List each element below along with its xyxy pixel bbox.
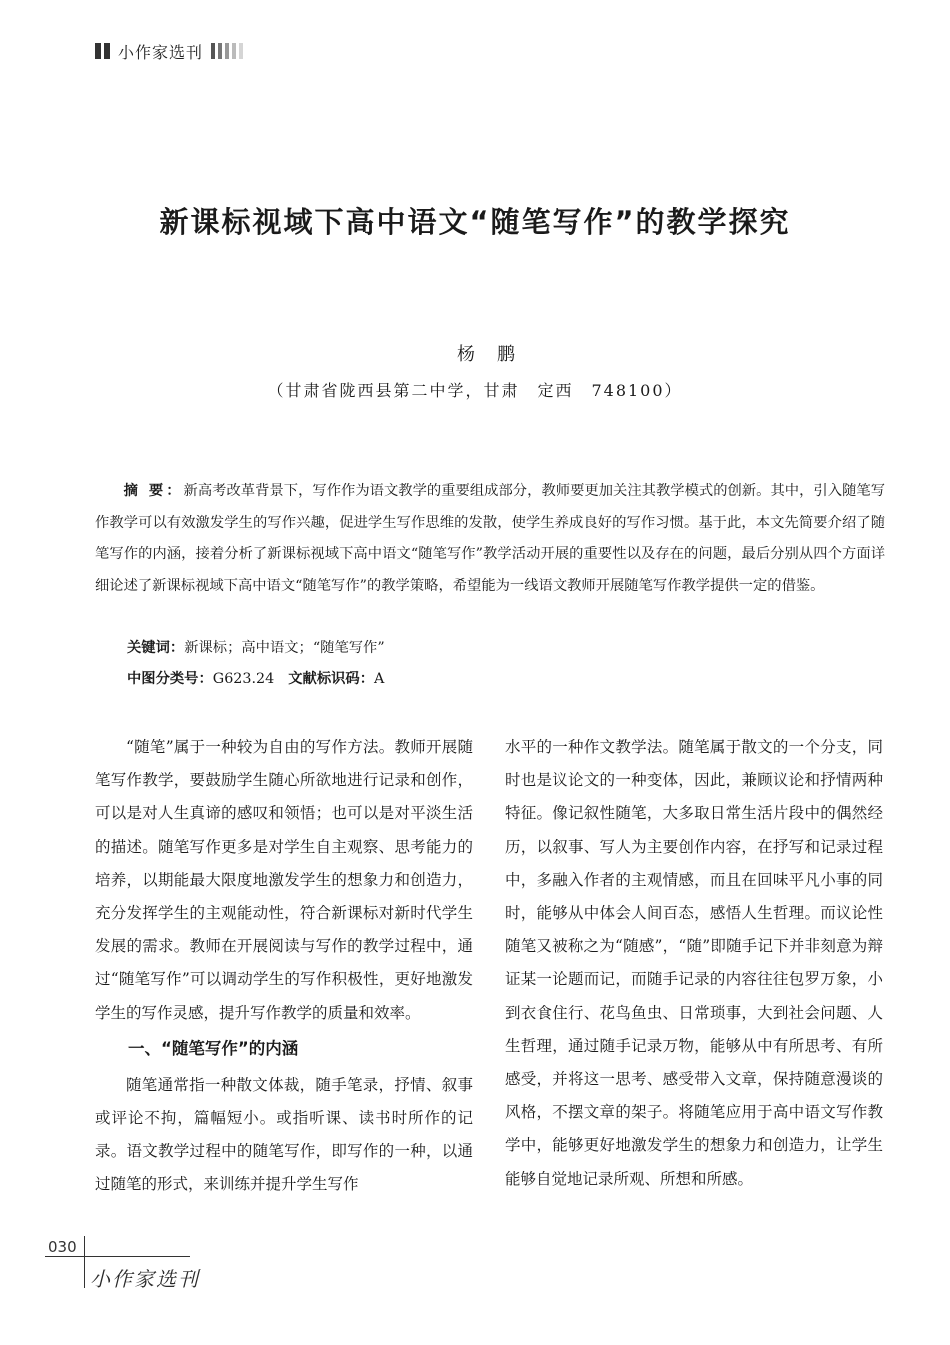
- trail-bar: [225, 43, 229, 59]
- trail-bar: [232, 43, 236, 59]
- class-number: G623.24: [212, 671, 275, 687]
- footer-journal-logo: 小作家选刊: [90, 1267, 200, 1291]
- article-title: 新课标视域下高中语文“随笔写作”的教学探究: [159, 205, 791, 239]
- author-affiliation: （甘肃省陇西县第二中学，甘肃 定西 748100）: [267, 381, 683, 400]
- keywords-label: 关键词：: [127, 640, 185, 656]
- footer-rule: [45, 1256, 190, 1257]
- keywords-line: [127, 637, 385, 657]
- header-bar: [104, 43, 110, 59]
- header-bars: [95, 43, 110, 59]
- trail-bar: [218, 43, 222, 59]
- classification-line: [127, 668, 384, 688]
- doc-code-label: 文献标识码：: [288, 671, 375, 687]
- footer-vertical-rule: [84, 1236, 85, 1288]
- keywords-text: 新课标；高中语文；“随笔写作”: [184, 640, 385, 656]
- trail-bar: [239, 43, 243, 59]
- running-header: [95, 40, 243, 62]
- abstract-text: 新高考改革背景下，写作作为语文教学的重要组成部分，教师要更加关注其教学模式的创新。其中，引入随笔写作教学可以有效激发学生的写作兴趣，促进学生写作思维的发散，使学生养成良好的写作习惯。基于此，本文先简要介绍了随笔写作的内涵，接着分析了新课标视域下高中语文“随笔写作”教学活动开展的重要性以及存在的问题，最后分别从四个方面详细论述了新课标视域下高中语文“随笔写作”的教学策略，希望能为一线语文教师开展随笔写作教学提供一定的借鉴。: [95, 483, 885, 594]
- abstract-label: 摘 要：: [123, 483, 184, 499]
- header-bar: [95, 43, 101, 59]
- intro-paragraph: “随笔”属于一种较为自由的写作方法。教师开展随笔写作教学，要鼓励学生随心所欲地进行记录和创作，可以是对人生真谛的感叹和领悟；也可以是对平淡生活的描述。随笔写作更多是对学生自主观察、思考能力的培养，以期能最大限度地激发学生的想象力和创造力，充分发挥学生的主观能动性，符合新课标对新时代学生发展的需求。教师在开展阅读与写作的教学过程中，通过“随笔写作”可以调动学生的写作积极性，更好地激发学生的写作灵感，提升写作教学的质量和效率。: [95, 738, 473, 1022]
- class-label: 中图分类号：: [127, 671, 213, 687]
- author-name: 杨鹏: [457, 344, 537, 365]
- trail-bar: [211, 43, 215, 59]
- page-number: 030: [48, 1238, 77, 1256]
- doc-code: A: [374, 671, 385, 687]
- body-column-right: [505, 731, 883, 1196]
- section-1-paragraph-start: 随笔通常指一种散文体裁，随手笔录，抒情、叙事或评论不拘，篇幅短小。或指听课、读书时所作的记录。语文教学过程中的随笔写作，即写作的一种，以通过随笔的形式，来训练并提升学生写作: [95, 1075, 473, 1194]
- section-1-heading: 一、“随笔写作”的内涵: [128, 1038, 299, 1058]
- section-1-paragraph-continued: 水平的一种作文教学法。随笔属于散文的一个分支，同时也是议论文的一种变体，因此，兼顾议论和抒情两种特征。像记叙性随笔，大多取日常生活片段中的偶然经历，以叙事、写人为主要创作内容，在抒写和记录过程中，多融入作者的主观情感，而且在回味平凡小事的同时，能够从中体会人间百态，感悟人生哲理。而议论性随笔又被称之为“随感”，“随”即随手记下并非刻意为辩证某一论题而记，而随手记录的内容往往包罗万象，小到衣食住行、花鸟鱼虫、日常琐事，大到社会问题、人生哲理，通过随手记录万物，能够从中有所思考、有所感受，并将这一思考、感受带入文章，保持随意漫谈的风格，不摆文章的架子。将随笔应用于高中语文写作教学中，能够更好地激发学生的想象力和创造力，让学生能够自觉地记录所观、所想和所感。: [505, 738, 883, 1188]
- header-trail-bars: [211, 43, 243, 59]
- abstract: [95, 476, 885, 602]
- body-column-left: [95, 731, 473, 1202]
- journal-name: 小作家选刊: [118, 42, 204, 62]
